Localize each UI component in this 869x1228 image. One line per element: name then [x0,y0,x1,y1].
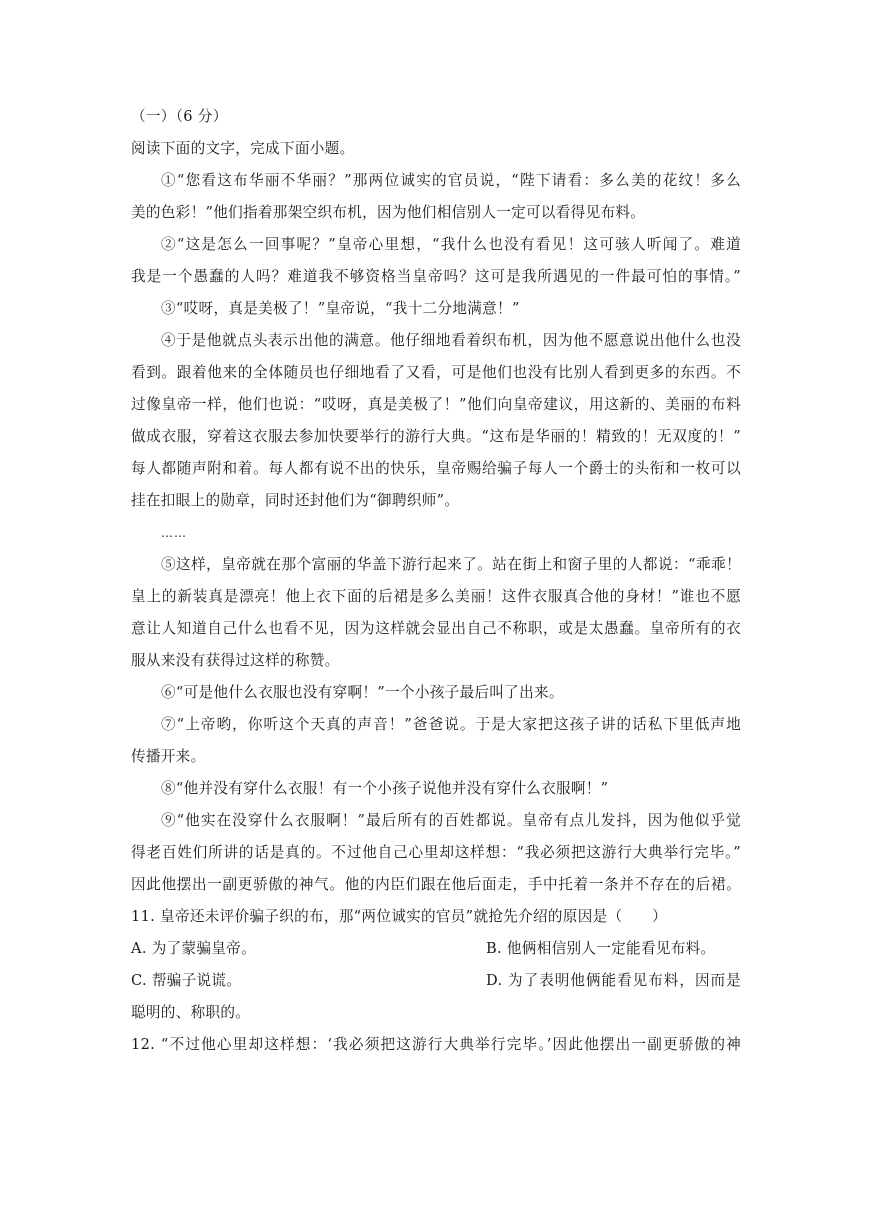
passage-p1-line-1: ①“您看这布华丽不华丽？”那两位诚实的官员说，“陛下请看：多么美的花纹！多么 [161,172,741,189]
section-instruction: 阅读下面的文字，完成下面小题。 [131,140,355,157]
passage-p4-line-2: 看到。跟着他来的全体随员也仔细地看了又看，可是他们也没有比别人看到更多的东西。不 [131,364,741,381]
question-11-options-row-1 [131,933,741,965]
passage-p4-line-4: 做成衣服，穿着这衣服去参加快要举行的游行大典。“这布是华丽的！精致的！无双度的！” [131,428,741,445]
passage-p8-line-1: ⑧“他并没有穿什么衣服！有一个小孩子说他并没有穿什么衣服啊！” [161,780,609,797]
section-heading: （一）（6 分） [131,108,228,125]
question-12-stem: 12. “不过他心里却这样想：‘我必须把这游行大典举行完毕。’因此他摆出一副更骄傲的神 [131,1036,741,1053]
passage-p5-line-3: 意让人知道自己什么也看不见，因为这样就会显出自己不称职，或是太愚蠢。皇帝所有的衣 [131,620,741,637]
passage-p4-line-1: ④于是他就点头表示出他的满意。他仔细地看着织布机，因为他不愿意说出他什么也没 [161,332,741,349]
question-11-option-c: C. 帮骗子说谎。 [131,972,242,989]
question-11-option-d: D. 为了表明他俩能看见布料，因而是 [486,972,741,989]
passage-p6-line-1: ⑥“可是他什么衣服也没有穿啊！”一个小孩子最后叫了出来。 [161,684,564,701]
passage-p4-line-3: 过像皇帝一样，他们也说：“哎呀，真是美极了！”他们向皇帝建议，用这新的、美丽的布料 [131,396,741,413]
question-11-option-d-continued: 聪明的、称职的。 [131,1004,251,1021]
passage-p9-line-1: ⑨“他实在没穿什么衣服啊！”最后所有的百姓都说。皇帝有点儿发抖，因为他似乎觉 [161,812,741,829]
passage-p5-line-4: 服从来没有获得过这样的称赞。 [131,652,340,669]
passage-p1-line-2: 美的色彩！”他们指着那架空织布机，因为他们相信别人一定可以看得见布料。 [131,204,646,221]
document-page [131,101,741,1061]
passage-p5-line-2: 皇上的新装真是漂亮！他上衣下面的后裙是多么美丽！这件衣服真合他的身材！”谁也不愿 [131,588,741,605]
passage-p2-line-2: 我是一个愚蠢的人吗？难道我不够资格当皇帝吗？这可是我所遇见的一件最可怕的事情。” [131,268,741,285]
passage-p9-line-3: 因此他摆出一副更骄傲的神气。他的内臣们跟在他后面走，手中托着一条并不存在的后裙。 [131,876,741,893]
passage-p4-line-6: 挂在扣眼上的勋章，同时还封他们为“御聘织师”。 [131,492,460,509]
passage-ellipsis: …… [161,526,187,540]
passage-p4-line-5: 每人都随声附和着。每人都有说不出的快乐，皇帝赐给骗子每人一个爵士的头衔和一枚可以 [131,460,741,477]
question-11-options-row-2 [131,965,741,997]
passage-p5-line-1: ⑤这样，皇帝就在那个富丽的华盖下游行起来了。站在街上和窗子里的人都说：“乖乖！ [161,556,741,573]
passage-p2-line-1: ②“这是怎么一回事呢？”皇帝心里想，“我什么也没有看见！这可骇人听闻了。难道 [161,236,741,253]
passage-p9-line-2: 得老百姓们所讲的话是真的。不过他自己心里却这样想：“我必须把这游行大典举行完毕。” [131,844,741,861]
passage-p7-line-1: ⑦“上帝哟，你听这个天真的声音！”爸爸说。于是大家把这孩子讲的话私下里低声地 [161,716,741,733]
question-11-option-a: A. 为了蒙骗皇帝。 [131,940,256,957]
question-11-stem: 11. 皇帝还未评价骗子织的布，那“两位诚实的官员”就抢先介绍的原因是（ ） [131,908,668,925]
question-11-option-b: B. 他俩相信别人一定能看见布料。 [486,940,716,957]
passage-p3-line-1: ③“哎呀，真是美极了！”皇帝说，“我十二分地满意！” [161,300,520,317]
passage-p7-line-2: 传播开来。 [131,748,206,765]
